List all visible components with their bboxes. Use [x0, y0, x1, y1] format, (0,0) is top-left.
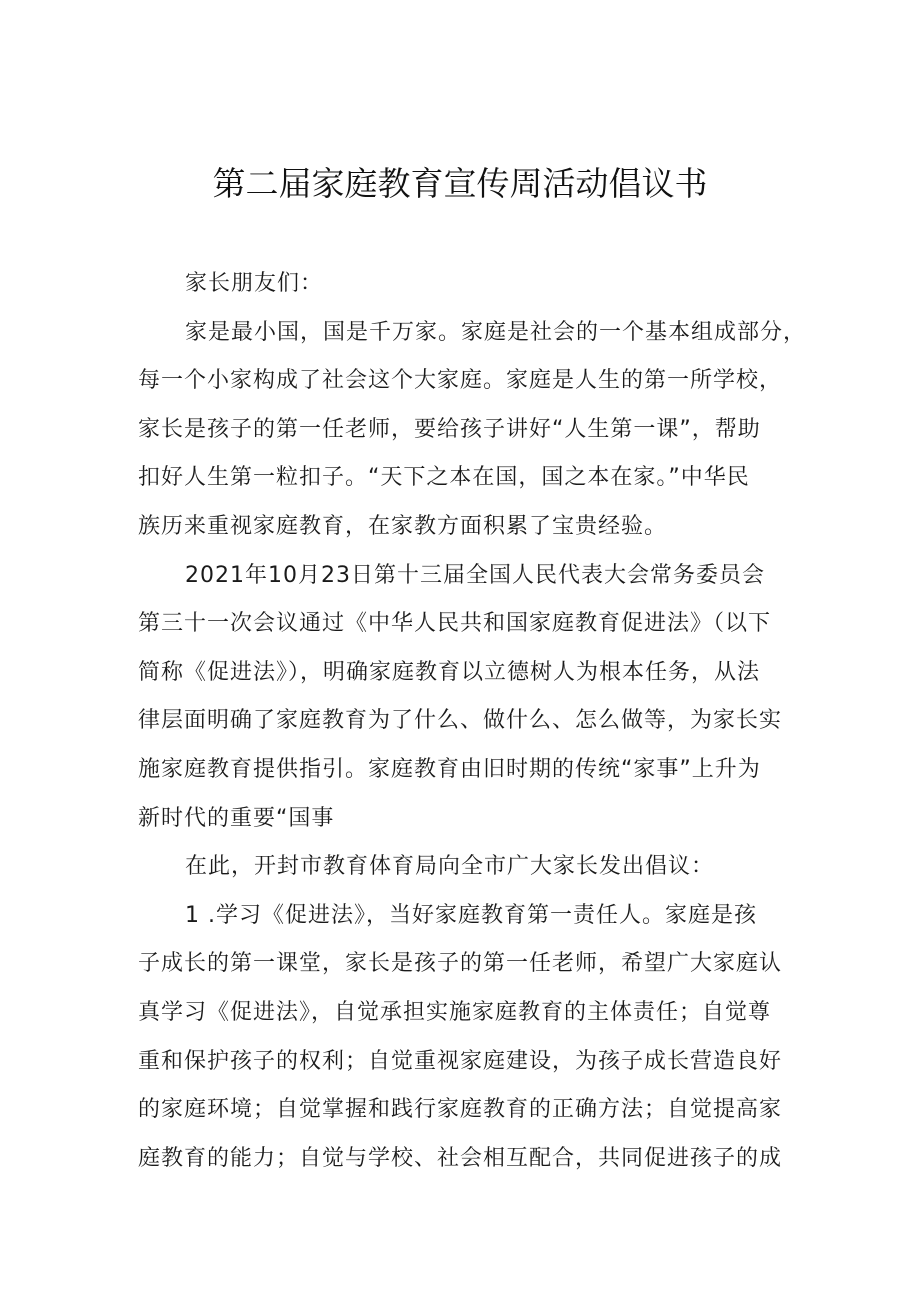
paragraph-line: 简称《促进法》），明确家庭教育以立德树人为根本任务，从法 — [138, 659, 761, 685]
salutation-line: 家长朋友们： — [185, 271, 324, 296]
paragraph-line: 2021年10月23日第十三届全国人民代表大会常务委员会 — [185, 562, 765, 588]
paragraph-line: 真学习《促进法》，自觉承担实施家庭教育的主体责任；自觉尊 — [138, 999, 772, 1025]
paragraph-line: 子成长的第一课堂，家长是孩子的第一任老师，希望广大家庭认 — [138, 951, 783, 977]
paragraph-line: 每一个小家构成了社会这个大家庭。家庭是人生的第一所学校， — [138, 368, 783, 394]
paragraph-line: 第三十一次会议通过《中华人民共和国家庭教育促进法》（以下 — [138, 611, 772, 637]
paragraph-line: 在此，开封市教育体育局向全市广大家长发出倡议： — [185, 854, 715, 880]
paragraph-line: 庭教育的能力；自觉与学校、社会相互配合，共同促进孩子的成 — [138, 1145, 783, 1171]
paragraph-line: 的家庭环境；自觉掌握和践行家庭教育的正确方法；自觉提高家 — [138, 1097, 783, 1123]
paragraph-line: 家是最小国，国是千万家。家庭是社会的一个基本组成部分， — [185, 319, 807, 345]
document-body — [138, 260, 807, 1183]
paragraph-line: 施家庭教育提供指引。家庭教育由旧时期的传统“家事”上升为 — [138, 756, 761, 782]
paragraph-line: 族历来重视家庭教育，在家教方面积累了宝贵经验。 — [138, 513, 668, 539]
paragraph-line: 新时代的重要“国事 — [138, 805, 335, 831]
paragraph-line: 扣好人生第一粒扣子。“天下之本在国，国之本在家。”中华民 — [138, 465, 750, 491]
paragraph-line: 家长是孩子的第一任老师，要给孩子讲好“人生第一课”，帮助 — [138, 416, 761, 442]
paragraph-line: 律层面明确了家庭教育为了什么、做什么、怎么做等，为家长实 — [138, 708, 783, 734]
document-title: 第二届家庭教育宣传周活动倡议书 — [212, 164, 708, 203]
paragraph-line: 重和保护孩子的权利；自觉重视家庭建设，为孩子成长营造良好 — [138, 1048, 783, 1074]
paragraph-line: 1 .学习《促进法》，当好家庭教育第一责任人。家庭是孩 — [185, 902, 757, 928]
